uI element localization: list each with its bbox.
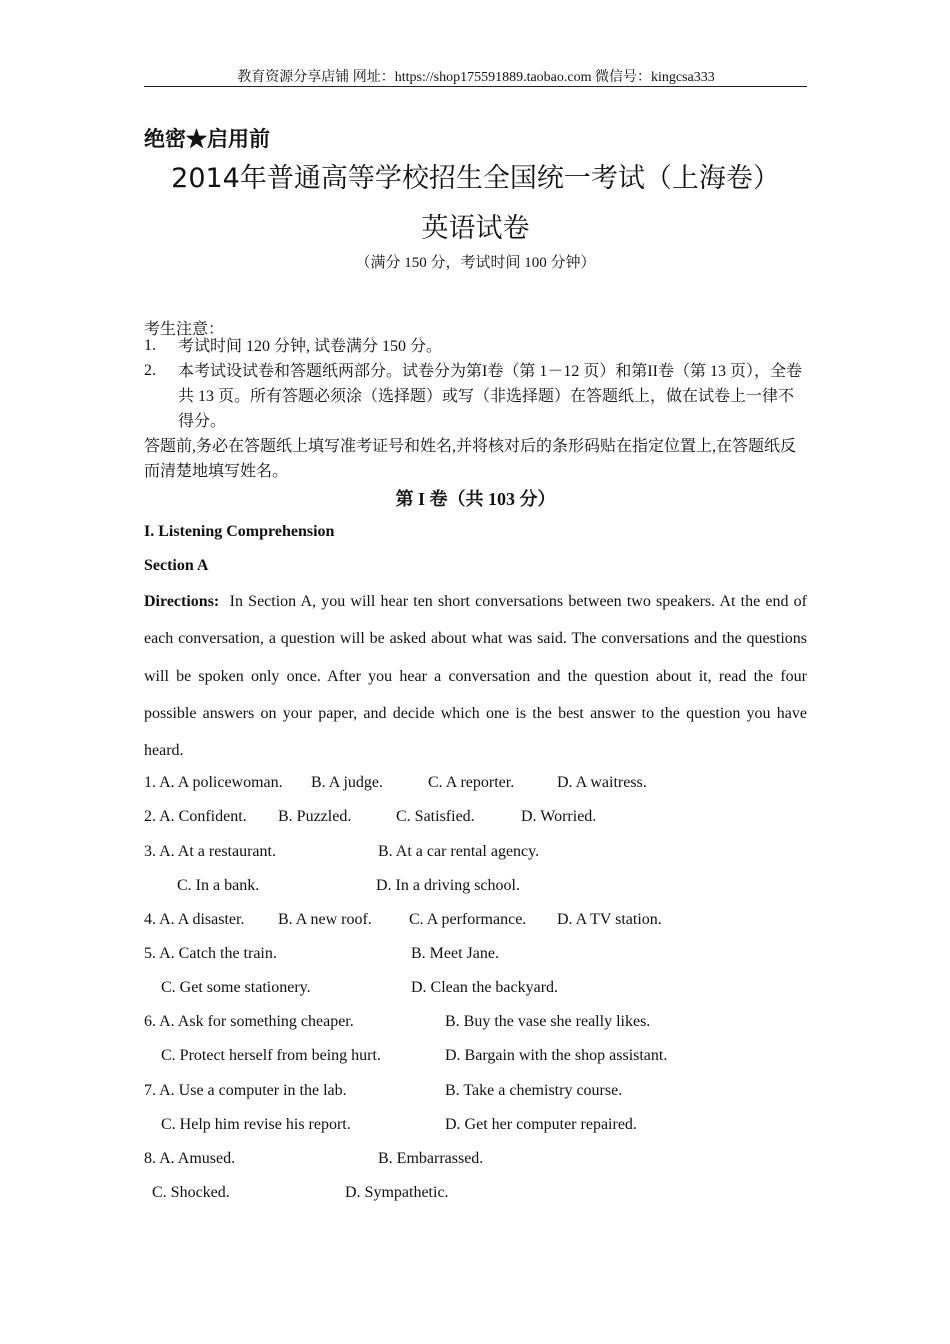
exam-subtitle: 英语试卷 xyxy=(421,213,530,244)
question-1-option-a: 1. A. A policewoman. xyxy=(144,774,283,791)
question-6-option-a: 6. A. Ask for something cheaper. xyxy=(144,1013,354,1030)
part-title: 第 I 卷（共 103 分） xyxy=(395,489,556,509)
score-time-note: （满分 150 分，考试时间 100 分钟） xyxy=(355,255,596,271)
question-2-option-a: 2. A. Confident. xyxy=(144,808,247,825)
question-3-option-d: D. In a driving school. xyxy=(376,877,520,894)
notice-item-text: 考试时间 120 分钟, 试卷满分 150 分。 xyxy=(178,338,443,355)
notice-title: 考生注意： xyxy=(144,321,225,338)
question-2-option-c: C. Satisfied. xyxy=(396,808,475,825)
question-1-option-c: C. A reporter. xyxy=(428,774,515,791)
question-6-option-b: B. Buy the vase she really likes. xyxy=(445,1013,651,1030)
notice-extra: 答题前,务必在答题纸上填写准考证号和姓名,并将核对后的条形码贴在指定位置上,在答题纸反而清楚地填写姓名。 xyxy=(144,438,797,480)
question-1-option-d: D. A waitress. xyxy=(557,774,647,791)
question-8-option-b: B. Embarrassed. xyxy=(378,1150,484,1167)
exam-title: 2014年普通高等学校招生全国统一考试（上海卷） xyxy=(171,163,780,194)
question-5-option-d: D. Clean the backyard. xyxy=(411,979,559,996)
section-heading: I. Listening Comprehension xyxy=(144,523,335,540)
confidential-label: 绝密★启用前 xyxy=(144,127,270,151)
notice-item-text: 本考试设试卷和答题纸两部分。试卷分为第I卷（第 1－12 页）和第II卷（第 13 页），全卷共 13 页。所有答题必须涂（选择题）或写（非选择题）在答题纸上，做在试卷上一律不得分。 xyxy=(178,363,802,430)
question-6-option-c: C. Protect herself from being hurt. xyxy=(161,1047,381,1064)
section-a-heading: Section A xyxy=(144,557,209,574)
notice-item-number: 1. xyxy=(144,337,156,354)
question-7-option-c: C. Help him revise his report. xyxy=(161,1116,351,1133)
question-4-option-c: C. A performance. xyxy=(409,911,527,928)
question-2-option-b: B. Puzzled. xyxy=(278,808,352,825)
directions-text: In Section A, you will hear ten short conversations between two speakers. At the end of each conversation, a question will be asked about what was said. The conversations and the questions will be spoken only once. After you hear a conversation and the question about it, read the four possible answers on your paper, and decide which one is the best answer to the question you have heard. xyxy=(144,593,808,760)
question-8-option-d: D. Sympathetic. xyxy=(345,1184,449,1201)
question-6-option-d: D. Bargain with the shop assistant. xyxy=(445,1047,668,1064)
question-7-option-b: B. Take a chemistry course. xyxy=(445,1082,623,1099)
question-8-option-c: C. Shocked. xyxy=(152,1184,230,1201)
directions-paragraph xyxy=(144,583,807,769)
question-4-option-d: D. A TV station. xyxy=(557,911,662,928)
question-5-option-c: C. Get some stationery. xyxy=(161,979,311,996)
header-divider xyxy=(144,86,807,87)
question-4-option-a: 4. A. A disaster. xyxy=(144,911,245,928)
question-5-option-a: 5. A. Catch the train. xyxy=(144,945,277,962)
question-7-option-d: D. Get her computer repaired. xyxy=(445,1116,637,1133)
question-3-option-c: C. In a bank. xyxy=(177,877,260,894)
question-1-option-b: B. A judge. xyxy=(311,774,384,791)
question-4-option-b: B. A new roof. xyxy=(278,911,372,928)
question-8-option-a: 8. A. Amused. xyxy=(144,1150,236,1167)
question-3-option-b: B. At a car rental agency. xyxy=(378,843,540,860)
directions-label: Directions: xyxy=(144,593,220,610)
page-header: 教育资源分享店铺 网址：https://shop175591889.taobao.com 微信号：kingcsa333 xyxy=(237,70,715,85)
notice-item-number: 2. xyxy=(144,362,156,379)
question-3-option-a: 3. A. At a restaurant. xyxy=(144,843,276,860)
question-5-option-b: B. Meet Jane. xyxy=(411,945,499,962)
question-7-option-a: 7. A. Use a computer in the lab. xyxy=(144,1082,347,1099)
question-2-option-d: D. Worried. xyxy=(521,808,597,825)
